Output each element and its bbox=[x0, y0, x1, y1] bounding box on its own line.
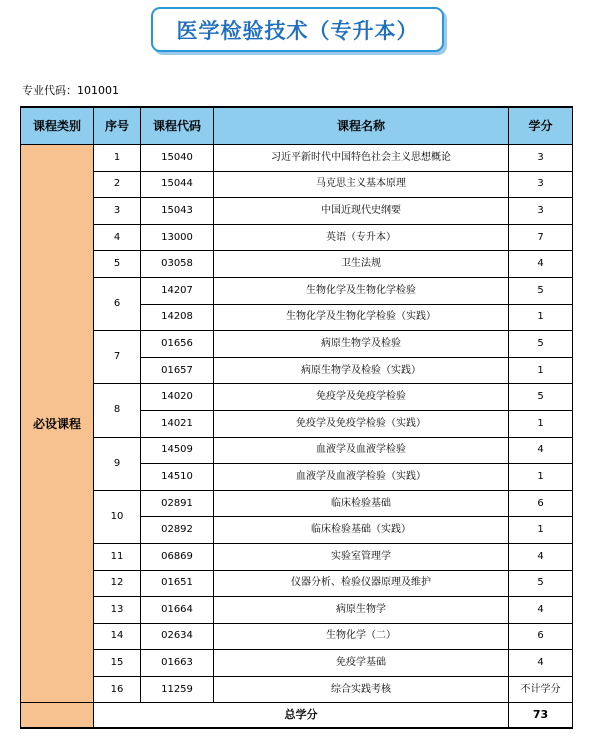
table-row bbox=[21, 145, 573, 172]
name-cell: 马克思主义基本原理 bbox=[214, 171, 509, 198]
credit-cell: 5 bbox=[509, 570, 573, 597]
total-value: 73 bbox=[509, 703, 573, 729]
seq-cell: 3 bbox=[94, 198, 141, 225]
name-cell: 免疫学及免疫学检验 bbox=[214, 384, 509, 411]
credit-cell: 6 bbox=[509, 623, 573, 650]
code-cell: 15044 bbox=[141, 171, 214, 198]
table-row bbox=[21, 171, 573, 198]
category-cell: 必设课程 bbox=[21, 145, 94, 703]
major-code: 专业代码：101001 bbox=[22, 84, 119, 97]
code-cell: 15043 bbox=[141, 198, 214, 225]
credit-cell: 4 bbox=[509, 437, 573, 464]
header-credit: 学分 bbox=[509, 107, 573, 145]
credit-cell: 1 bbox=[509, 304, 573, 331]
name-cell: 卫生法规 bbox=[214, 251, 509, 278]
code-cell: 14208 bbox=[141, 304, 214, 331]
name-cell: 生物化学（二） bbox=[214, 623, 509, 650]
table-header-row bbox=[21, 107, 573, 145]
code-cell: 01663 bbox=[141, 650, 214, 677]
title-banner bbox=[151, 7, 444, 52]
seq-cell: 2 bbox=[94, 171, 141, 198]
name-cell: 病原生物学 bbox=[214, 597, 509, 624]
header-name: 课程名称 bbox=[214, 107, 509, 145]
name-cell: 病原生物学及检验（实践） bbox=[214, 357, 509, 384]
header-seq: 序号 bbox=[94, 107, 141, 145]
code-cell: 14020 bbox=[141, 384, 214, 411]
name-cell: 英语（专升本） bbox=[214, 224, 509, 251]
seq-cell: 15 bbox=[94, 650, 141, 677]
code-cell: 01651 bbox=[141, 570, 214, 597]
table-row bbox=[21, 331, 573, 358]
credit-cell: 1 bbox=[509, 357, 573, 384]
name-cell: 生物化学及生物化学检验（实践） bbox=[214, 304, 509, 331]
table-row bbox=[21, 623, 573, 650]
total-row bbox=[21, 703, 573, 729]
credit-cell: 1 bbox=[509, 410, 573, 437]
seq-cell: 13 bbox=[94, 597, 141, 624]
page-title: 医学检验技术（专升本） bbox=[176, 18, 419, 43]
name-cell: 临床检验基础 bbox=[214, 490, 509, 517]
name-cell: 病原生物学及检验 bbox=[214, 331, 509, 358]
name-cell: 血液学及血液学检验 bbox=[214, 437, 509, 464]
table-row bbox=[21, 676, 573, 703]
seq-cell: 7 bbox=[94, 331, 141, 384]
seq-cell: 5 bbox=[94, 251, 141, 278]
code-cell: 02892 bbox=[141, 517, 214, 544]
table-row bbox=[21, 543, 573, 570]
credit-cell: 不计学分 bbox=[509, 676, 573, 703]
table-row bbox=[21, 251, 573, 278]
table-row bbox=[21, 198, 573, 225]
total-label: 总学分 bbox=[94, 703, 509, 729]
credit-cell: 3 bbox=[509, 198, 573, 225]
credit-cell: 5 bbox=[509, 277, 573, 304]
code-cell: 01656 bbox=[141, 331, 214, 358]
code-cell: 02634 bbox=[141, 623, 214, 650]
code-cell: 13000 bbox=[141, 224, 214, 251]
credit-cell: 5 bbox=[509, 331, 573, 358]
code-cell: 14510 bbox=[141, 464, 214, 491]
name-cell: 免疫学基础 bbox=[214, 650, 509, 677]
credit-cell: 4 bbox=[509, 543, 573, 570]
code-cell: 06869 bbox=[141, 543, 214, 570]
seq-cell: 8 bbox=[94, 384, 141, 437]
table-row bbox=[21, 650, 573, 677]
name-cell: 仪器分析、检验仪器原理及维护 bbox=[214, 570, 509, 597]
seq-cell: 9 bbox=[94, 437, 141, 490]
table-body bbox=[21, 145, 573, 729]
credit-cell: 4 bbox=[509, 597, 573, 624]
seq-cell: 14 bbox=[94, 623, 141, 650]
credit-cell: 4 bbox=[509, 251, 573, 278]
credit-cell: 1 bbox=[509, 464, 573, 491]
code-cell: 01657 bbox=[141, 357, 214, 384]
name-cell: 生物化学及生物化学检验 bbox=[214, 277, 509, 304]
total-category-blank bbox=[21, 703, 94, 729]
seq-cell: 12 bbox=[94, 570, 141, 597]
credit-cell: 1 bbox=[509, 517, 573, 544]
code-cell: 11259 bbox=[141, 676, 214, 703]
name-cell: 实验室管理学 bbox=[214, 543, 509, 570]
seq-cell: 16 bbox=[94, 676, 141, 703]
seq-cell: 10 bbox=[94, 490, 141, 543]
code-cell: 14021 bbox=[141, 410, 214, 437]
credit-cell: 6 bbox=[509, 490, 573, 517]
code-cell: 03058 bbox=[141, 251, 214, 278]
seq-cell: 6 bbox=[94, 277, 141, 330]
credit-cell: 4 bbox=[509, 650, 573, 677]
seq-cell: 1 bbox=[94, 145, 141, 172]
header-category: 课程类别 bbox=[21, 107, 94, 145]
credit-cell: 3 bbox=[509, 145, 573, 172]
table-row bbox=[21, 277, 573, 304]
table-row bbox=[21, 570, 573, 597]
code-cell: 02891 bbox=[141, 490, 214, 517]
table-row bbox=[21, 597, 573, 624]
name-cell: 综合实践考核 bbox=[214, 676, 509, 703]
code-cell: 14509 bbox=[141, 437, 214, 464]
table-row bbox=[21, 384, 573, 411]
seq-cell: 11 bbox=[94, 543, 141, 570]
header-code: 课程代码 bbox=[141, 107, 214, 145]
table-row bbox=[21, 224, 573, 251]
seq-cell: 4 bbox=[94, 224, 141, 251]
name-cell: 血液学及血液学检验（实践） bbox=[214, 464, 509, 491]
name-cell: 免疫学及免疫学检验（实践） bbox=[214, 410, 509, 437]
name-cell: 中国近现代史纲要 bbox=[214, 198, 509, 225]
name-cell: 临床检验基础（实践） bbox=[214, 517, 509, 544]
credit-cell: 7 bbox=[509, 224, 573, 251]
table-row bbox=[21, 437, 573, 464]
credit-cell: 5 bbox=[509, 384, 573, 411]
curriculum-table bbox=[20, 106, 573, 729]
name-cell: 习近平新时代中国特色社会主义思想概论 bbox=[214, 145, 509, 172]
code-cell: 15040 bbox=[141, 145, 214, 172]
table-row bbox=[21, 490, 573, 517]
code-cell: 14207 bbox=[141, 277, 214, 304]
credit-cell: 3 bbox=[509, 171, 573, 198]
code-cell: 01664 bbox=[141, 597, 214, 624]
